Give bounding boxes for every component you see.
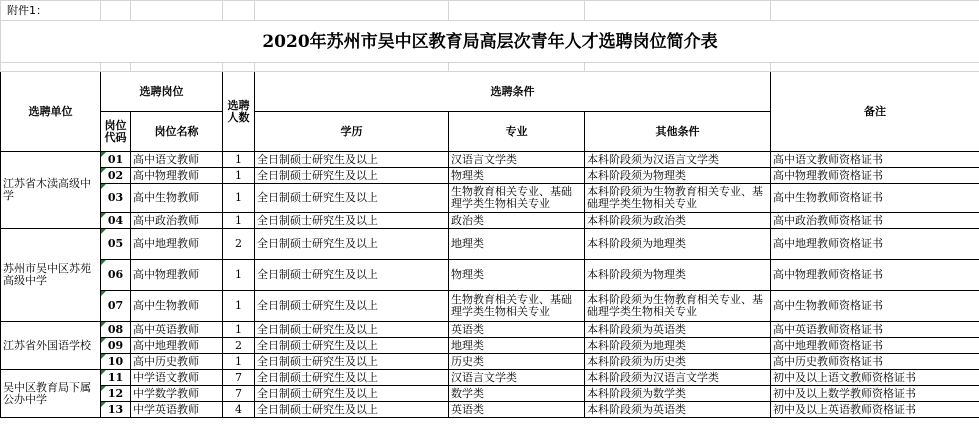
major-cell[interactable]: 历史类: [449, 354, 585, 370]
other-cell[interactable]: 本科阶段须为地理类: [585, 338, 771, 354]
code-cell[interactable]: 11: [101, 370, 131, 386]
major-cell[interactable]: 数学类: [449, 386, 585, 402]
major-cell[interactable]: 物理类: [449, 260, 585, 291]
major-cell[interactable]: 汉语言文学类: [449, 370, 585, 386]
count-cell[interactable]: 2: [223, 338, 255, 354]
page-title[interactable]: 2020年苏州市吴中区教育局高层次青年人才选聘岗位简介表: [1, 21, 979, 63]
remark-cell[interactable]: 高中地理教师资格证书: [771, 229, 979, 260]
name-cell[interactable]: 高中历史教师: [131, 354, 223, 370]
table-row: [1, 229, 979, 260]
count-cell[interactable]: 1: [223, 168, 255, 184]
name-cell[interactable]: 高中政治教师: [131, 213, 223, 229]
name-cell[interactable]: 高中生物教师: [131, 291, 223, 322]
table-row: [1, 354, 979, 370]
remark-cell[interactable]: 初中及以上数学教师资格证书: [771, 386, 979, 402]
code-cell[interactable]: 07: [101, 291, 131, 322]
code-cell[interactable]: 13: [101, 402, 131, 418]
other-cell[interactable]: 本科阶段须为生物教育相关专业、基础理学类生物相关专业: [585, 184, 771, 213]
header-education[interactable]: 学历: [255, 112, 449, 152]
name-cell[interactable]: 高中英语教师: [131, 322, 223, 338]
code-cell[interactable]: 12: [101, 386, 131, 402]
name-cell[interactable]: 中学语文教师: [131, 370, 223, 386]
table-row: [1, 370, 979, 386]
major-cell[interactable]: 物理类: [449, 168, 585, 184]
name-cell[interactable]: 高中地理教师: [131, 338, 223, 354]
education-cell[interactable]: 全日制硕士研究生及以上: [255, 322, 449, 338]
code-cell[interactable]: 03: [101, 184, 131, 213]
unit-cell[interactable]: 吴中区教育局下属公办中学: [1, 370, 101, 418]
education-cell[interactable]: 全日制硕士研究生及以上: [255, 213, 449, 229]
spacer-row: [1, 63, 979, 72]
other-cell[interactable]: 本科阶段须为汉语言文学类: [585, 152, 771, 168]
education-cell[interactable]: 全日制硕士研究生及以上: [255, 168, 449, 184]
education-cell[interactable]: 全日制硕士研究生及以上: [255, 260, 449, 291]
count-cell[interactable]: 7: [223, 370, 255, 386]
table-row: [1, 260, 979, 291]
remark-cell[interactable]: 初中及以上语文教师资格证书: [771, 370, 979, 386]
table-row: [1, 338, 979, 354]
remark-cell[interactable]: 高中物理教师资格证书: [771, 260, 979, 291]
education-cell[interactable]: 全日制硕士研究生及以上: [255, 184, 449, 213]
code-cell[interactable]: 06: [101, 260, 131, 291]
education-cell[interactable]: 全日制硕士研究生及以上: [255, 354, 449, 370]
count-cell[interactable]: 1: [223, 354, 255, 370]
unit-cell[interactable]: 江苏省外国语学校: [1, 322, 101, 370]
name-cell[interactable]: 高中语文教师: [131, 152, 223, 168]
header-major[interactable]: 专业: [449, 112, 585, 152]
header-other[interactable]: 其他条件: [585, 112, 771, 152]
table-row: [1, 291, 979, 322]
header-conditions[interactable]: 选聘条件: [255, 72, 771, 112]
major-cell[interactable]: 政治类: [449, 213, 585, 229]
other-cell[interactable]: 本科阶段须为汉语言文学类: [585, 370, 771, 386]
major-cell[interactable]: 英语类: [449, 402, 585, 418]
count-cell[interactable]: 1: [223, 260, 255, 291]
other-cell[interactable]: 本科阶段须为地理类: [585, 229, 771, 260]
table-row: [1, 168, 979, 184]
unit-cell[interactable]: 江苏省木渎高级中学: [1, 152, 101, 229]
education-cell[interactable]: 全日制硕士研究生及以上: [255, 152, 449, 168]
other-cell[interactable]: 本科阶段须为物理类: [585, 260, 771, 291]
education-cell[interactable]: 全日制硕士研究生及以上: [255, 229, 449, 260]
name-cell[interactable]: 高中生物教师: [131, 184, 223, 213]
header-row-1: [1, 72, 979, 112]
attachment-label[interactable]: 附件1：: [1, 1, 101, 21]
title-row: [1, 21, 979, 63]
education-cell[interactable]: 全日制硕士研究生及以上: [255, 291, 449, 322]
remark-cell[interactable]: 高中生物教师资格证书: [771, 291, 979, 322]
unit-cell[interactable]: 苏州市吴中区苏苑高级中学: [1, 229, 101, 322]
code-cell[interactable]: 02: [101, 168, 131, 184]
table-row: [1, 152, 979, 168]
count-cell[interactable]: 1: [223, 322, 255, 338]
other-cell[interactable]: 本科阶段须为生物教育相关专业、基础理学类生物相关专业: [585, 291, 771, 322]
count-cell[interactable]: 4: [223, 402, 255, 418]
remark-cell[interactable]: 高中生物教师资格证书: [771, 184, 979, 213]
other-cell[interactable]: 本科阶段须为英语类: [585, 322, 771, 338]
count-cell[interactable]: 1: [223, 152, 255, 168]
count-cell[interactable]: 7: [223, 386, 255, 402]
remark-cell[interactable]: 初中及以上英语教师资格证书: [771, 402, 979, 418]
table-row: [1, 322, 979, 338]
remark-cell[interactable]: 高中英语教师资格证书: [771, 322, 979, 338]
major-cell[interactable]: 地理类: [449, 338, 585, 354]
education-cell[interactable]: 全日制硕士研究生及以上: [255, 370, 449, 386]
other-cell[interactable]: 本科阶段须为历史类: [585, 354, 771, 370]
header-position[interactable]: 选聘岗位: [101, 72, 223, 112]
remark-cell[interactable]: 高中历史教师资格证书: [771, 354, 979, 370]
code-cell[interactable]: 04: [101, 213, 131, 229]
name-cell[interactable]: 高中物理教师: [131, 168, 223, 184]
code-cell[interactable]: 05: [101, 229, 131, 260]
major-cell[interactable]: 汉语言文学类: [449, 152, 585, 168]
other-cell[interactable]: 本科阶段须为英语类: [585, 402, 771, 418]
table-row: [1, 402, 979, 418]
other-cell[interactable]: 本科阶段须为政治类: [585, 213, 771, 229]
name-cell[interactable]: 高中地理教师: [131, 229, 223, 260]
education-cell[interactable]: 全日制硕士研究生及以上: [255, 338, 449, 354]
code-cell[interactable]: 01: [101, 152, 131, 168]
other-cell[interactable]: 本科阶段须为数学类: [585, 386, 771, 402]
code-cell[interactable]: 08: [101, 322, 131, 338]
code-cell[interactable]: 09: [101, 338, 131, 354]
table-row: [1, 184, 979, 213]
name-cell[interactable]: 中学英语教师: [131, 402, 223, 418]
header-name[interactable]: 岗位名称: [131, 112, 223, 152]
count-cell[interactable]: 1: [223, 213, 255, 229]
major-cell[interactable]: 生物教育相关专业、基础理学类生物相关专业: [449, 184, 585, 213]
table-row: [1, 386, 979, 402]
header-remark[interactable]: 备注: [771, 72, 979, 152]
code-cell[interactable]: 10: [101, 354, 131, 370]
count-cell[interactable]: 1: [223, 291, 255, 322]
header-unit[interactable]: 选聘单位: [1, 72, 101, 152]
remark-cell[interactable]: 高中物理教师资格证书: [771, 168, 979, 184]
other-cell[interactable]: 本科阶段须为物理类: [585, 168, 771, 184]
major-cell[interactable]: 生物教育相关专业、基础理学类生物相关专业: [449, 291, 585, 322]
major-cell[interactable]: 地理类: [449, 229, 585, 260]
remark-cell[interactable]: 高中政治教师资格证书: [771, 213, 979, 229]
count-cell[interactable]: 1: [223, 184, 255, 213]
name-cell[interactable]: 高中物理教师: [131, 260, 223, 291]
table-row: [1, 213, 979, 229]
education-cell[interactable]: 全日制硕士研究生及以上: [255, 402, 449, 418]
remark-cell[interactable]: 高中地理教师资格证书: [771, 338, 979, 354]
count-cell[interactable]: 2: [223, 229, 255, 260]
major-cell[interactable]: 英语类: [449, 322, 585, 338]
remark-cell[interactable]: 高中语文教师资格证书: [771, 152, 979, 168]
header-count[interactable]: 选聘人数: [223, 72, 255, 152]
name-cell[interactable]: 中学数学教师: [131, 386, 223, 402]
education-cell[interactable]: 全日制硕士研究生及以上: [255, 386, 449, 402]
attachment-row: [1, 1, 979, 21]
header-code[interactable]: 岗位代码: [101, 112, 131, 152]
